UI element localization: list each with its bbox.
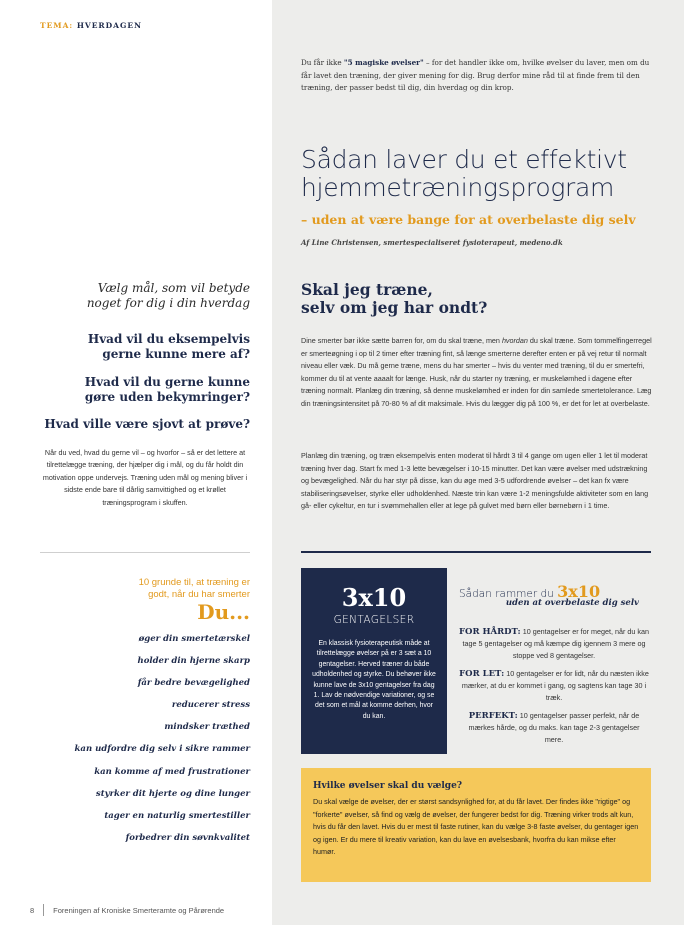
exercise-choice-title: Hvilke øvelser skal du vælge? [313, 781, 463, 791]
tema-word: HVERDAGEN [76, 21, 142, 30]
intro-post: – for det handler ikke om, hvilke øvelser du laver, men om du får lavet den træning, der giver mening for dig. Brug derfor mine råd til at finde frem til den træning, der passer bedst til dig, din hverdag og din krop. [301, 58, 650, 93]
intro-paragraph [301, 57, 651, 95]
p1-part-a: Dine smerter bør ikke sætte barren for, om du skal træne, men [301, 336, 502, 345]
list-item: kan komme af med frustrationer [94, 766, 250, 777]
rammer-number: 3x10 [557, 582, 601, 601]
list-item: tager en naturlig smertestiller [104, 810, 250, 821]
article-title-line2: hjemmetræningsprogram [301, 173, 615, 202]
goals-body: Når du ved, hvad du gerne vil – og hvorfor – så er det lettere at tilrettelægge træning, der hjælper dig i mål, og du får holdt din motivation oppe undervejs. Træning uden mål og mening bliver i sidste ende bare til dårlig samvittighed og et krøllet træningsprogram i skuffen. [42, 448, 248, 507]
list-item: styrker dit hjerte og dine lunger [95, 788, 250, 799]
divider-right [301, 551, 651, 553]
goals-intro-line1: Vælg mål, som vil betyde [97, 281, 250, 295]
intro-highlight: "5 magiske øvelser" [343, 58, 424, 67]
rammer-subheading: uden at overbelaste dig selv [505, 598, 639, 608]
level-perfect [459, 710, 649, 746]
p1-emphasis: hvordan [501, 336, 528, 345]
goal-question-2-line1: Hvad vil du gerne kunne [84, 375, 250, 389]
list-item: øger din smertetærskel [138, 634, 250, 644]
level-too-hard [459, 626, 649, 662]
level-perfect-label: PERFEKT: [468, 711, 518, 721]
page-footer [30, 904, 224, 916]
level-too-light-text: 10 gentagelser er for lidt, når du næsten ikke mærker, at du er kommet i gang, og sagtens kan tage 30 i træk. [461, 669, 649, 702]
reasons-heading [80, 577, 250, 600]
article-title-line1: Sådan laver du et effektivt [301, 145, 627, 174]
goal-question-2-line2: gøre uden bekymringer? [84, 389, 250, 404]
goal-question-3: Hvad ville være sjovt at prøve? [44, 417, 250, 431]
sets-info-box [301, 568, 447, 754]
level-too-light [459, 668, 649, 704]
list-item: får bedre bevægelighed [137, 678, 250, 689]
intro-pre: Du får ikke [301, 58, 344, 67]
goal-question-1 [30, 332, 250, 361]
goal-question-1-line2: gerne kunne mere af? [102, 346, 250, 361]
level-too-light-label: FOR LET: [459, 669, 505, 679]
footer-separator [43, 904, 44, 916]
article-subtitle: – uden at være bange for at overbelaste dig selv [301, 212, 636, 227]
article-title [301, 146, 661, 202]
reasons-list [30, 628, 250, 849]
exercise-choice-box [301, 768, 651, 882]
reasons-du: Du... [197, 600, 250, 624]
list-item: reducerer stress [171, 700, 250, 711]
goals-intro [60, 281, 250, 311]
section-heading [301, 281, 661, 317]
goal-question-1-line1: Hvad vil du eksempelvis [87, 332, 250, 346]
article-byline: Af Line Christensen, smertespecialiseret fysioterapeut, medeno.dk [301, 238, 563, 247]
section-heading-line2: selv om jeg har ondt? [301, 298, 488, 317]
list-item: forbedrer din søvnkvalitet [125, 832, 250, 843]
reasons-heading-line1: 10 grunde til, at træning er [138, 577, 250, 588]
level-too-hard-label: FOR HÅRDT: [459, 627, 521, 637]
p1-part-b: du skal træne. Som tommelfingerregel er smerteøgning i op til 2 timer efter træning fint, så længe smerterne derefter enten er på vej retur til normalt niveau eller væk. Du må gerne træne, mens du har smerter – hvis du venter med træning, til du er smertefri, kommer du til at vente aaaalt for længe. Husk, når du starter ny træning, er muskelømhed i dagene efter træning normalt. Planlæg din træning, så denne muskelømhed er inden for din samlede smertetolerance. Læg din træningsintensitet på 70-80 % af dit maksimale. Hvis du lægger dig på 100 %, er det for let at overbelaste. [301, 336, 652, 408]
section-paragraph-2: Planlæg din træning, og træn eksempelvis enten moderat til hårdt 3 til 4 gange om ugen eller 1 let til moderat træning hver dag. Start fx med 1-3 lette bevægelser i 10-15 minutter. Det kan være øvelser med udstrækning og bevægelighed. Når du har styr på disse, kan du øge med 3-5 udfordrende øvelser – det kan fx være stabiliseringsøvelser, styrke eller udholdenhed. Næste trin kan være 1-2 meningsfulde aktiviteter som en lang gå- eller cykeltur, en tur i svømmehallen eller at lege på gulvet med børn eller børnebørn i 1 time. [301, 451, 649, 510]
level-too-hard-text: 10 gentagelser er for meget, når du kan tage 5 gentagelser og må kæmpe dig igennem 3 mere og stoppe ved 8 gentagelser. [462, 627, 649, 660]
list-item: mindsker træthed [164, 722, 250, 733]
exercise-choice-body: Du skal vælge de øvelser, der er størst sandsynlighed for, at du får lavet. Der findes ikke "rigtige" og "forkerte" øvelser, så find og vælg de øvelser, der fungerer bedst for dig. Træning virker trods alt kun, hvis du får den lavet. Hvis du er mest til faste rutiner, kan du vælge 3-8 faste øvelser, du gentager igen og igen. Er du mere til kreativ variation, kan du lave en øvelsesbank, hvorfra du kan mikse efter humør. [313, 797, 639, 856]
section-paragraph-1 [301, 335, 653, 410]
level-perfect-text: 10 gentagelser passer perfekt, når de mærkes hårde, og du maks. kan tage 2-3 gentagelser mere. [468, 711, 640, 744]
goal-question-2 [30, 375, 250, 404]
tema-prefix: TEMA: [40, 21, 77, 30]
list-item: kan udfordre dig selv i sikre rammer [74, 744, 250, 755]
section-heading-line1: Skal jeg træne, [301, 280, 433, 299]
divider-left [40, 552, 250, 553]
reasons-heading-line2: godt, når du har smerter [148, 588, 250, 600]
sets-info-label: GENTAGELSER [333, 614, 415, 626]
section-tag [40, 21, 142, 30]
goals-intro-line2: noget for dig i din hverdag [86, 296, 250, 310]
sets-info-big: 3x10 [341, 583, 407, 612]
footer-organization: Foreningen af Kroniske Smerteramte og Pårørende [53, 905, 225, 915]
page-number: 8 [30, 905, 35, 915]
sets-info-text: En klassisk fysioterapeutisk måde at tilrettelægge øvelser på er 3 sæt a 10 gentagelser. Herved træner du både udholdenhed og styrke. Du behøver ikke kunne lave de 3x10 gentagelser fra dag 1. Lav de nødvendige variationer, og se det som et mål at komme derhen, hvor du kan. [312, 640, 436, 720]
rammer-pre: Sådan rammer du [459, 588, 558, 600]
list-item: holder din hjerne skarp [137, 656, 250, 667]
